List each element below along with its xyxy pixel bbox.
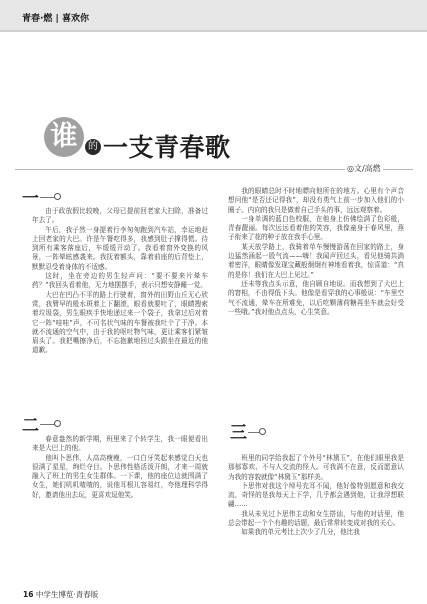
paragraph: 卜思伟对我这个绰号充耳不闻，他好像特别愿意和我交流，奇怪的是我每天上下学，几乎都会遇到他，让我浮想联翩…… xyxy=(228,481,404,509)
paragraph: 午后，我子然一身提着行李匆匆跑到汽车站，幸运地赶上回老家的大巴。许是午餐吃得多，我感到肚子撑得慌。待到所有乘客落座后，车缓缓开动了。我看着窗外变换的风景，一阵晕眩感袭来。我抚着额头，靠着前座的后背垫上，默默忍受着身体的不适感。 xyxy=(32,225,208,271)
section-tag: 青春·燃 | 喜欢你 xyxy=(22,14,89,24)
publication-name: 中学生博览·青春版 xyxy=(35,590,99,599)
paragraph: 大巴在凹凸不平的路上行驶着，窗外的田野山丘无心欣赏，我臂早的般水斑着上下翻滚，眼看就要吐了，眼睛搜索着垃圾袋，男生眼疾手快地递过来一个袋子，我拿过后对着它一阵“哇哇”声，不可名状气味的车餐被我吐个了干净。本就不流通的空气中，由于我的呕吐物气味，更让乘客们紧皱眉头了。我把嘴擦净后，不忘抱歉地回过头跟坐在最近的他道歉。 xyxy=(32,290,208,355)
section-rule-two xyxy=(40,424,55,425)
left-column-part-1 xyxy=(32,207,208,356)
section-number-two: 二 xyxy=(22,416,39,436)
author-byline: ◎文/高燃 xyxy=(347,164,381,173)
pin-icon xyxy=(54,193,61,200)
paragraph: 这时，坐在旁边的男生轻声问：“要不要来片晕车药？”我回头看着他，无力地摆摆手，表示只想安静睡一觉。 xyxy=(32,272,208,290)
left-column-part-2 xyxy=(32,435,208,500)
right-column-part-1 xyxy=(228,187,404,317)
section-number-one: 一 xyxy=(22,189,39,209)
paragraph: 一身单调的蓝白色校服，在他身上仿佛绘满了色彩般，青春靓丽。每次远远看着他的笑容，我像童身于春风里，燕子衔来了花的种子放在我手心里。 xyxy=(228,214,404,242)
paragraph: 我的眼睛总时不时地瞟向他所在的地方。心里有个声音想问他“是否还记得我”，却没有勇气上前一步加入他们的小圈子。内向的我只是做着自己手头的事，远远观察着。 xyxy=(228,187,404,214)
right-column-part-2 xyxy=(228,454,404,538)
page-footer xyxy=(23,589,98,600)
header-divider xyxy=(0,30,427,32)
paragraph: 还未等我点头示意，他自顾自地说。而我想到了大巴上的窘相，不由得低下头。他像是看穿我的心事般说：“车里空气不流通，晕车在所难免，以后吃颗薄荷糖再坐车就会好受一些哦。”我对他点点头，心生笑意。 xyxy=(228,279,404,316)
paragraph: 他叫卜思伟，人高高瘦瘦，一口白牙笑起来感觉白天也很满了星星，绚烂夺目。卜思伟性格活泼开朗，才来一周就融入了班上的男生女生群体。一下课，他的座位边就围满了女生，她们叽叽喳喳的，说他耳根儿容易红，夸他理科学得好，邀请他出去玩，更喜欢逗他笑。 xyxy=(32,453,208,499)
paragraph: 由于政放假比较晚，父母已提前回老家大扫除，准备过年去了。 xyxy=(32,207,208,225)
title-badge-char: 谁 xyxy=(50,121,78,152)
title-small-char: 的 xyxy=(85,139,101,155)
paragraph: 我从未见过卜思伟主动和女生搭讪，与他的对话里，他总会带起一个个有趣的话题，最后常常转变成对我的关心。 xyxy=(228,509,404,528)
paragraph: 如果我的单元考比上次少了几分，他比我 xyxy=(241,528,360,537)
article-title: 一支青春歌 xyxy=(103,133,231,162)
section-rule-one xyxy=(40,197,55,198)
paragraph: 某天放学路上，我骑着单车慢慢游荡在回家的路上，身边猛然涌起一股气流——嗨！我闻声回过头，看见他骑共淌着密洋，眼睛像发现宝藏般炯炯有神地看着我，惊喜道：“真的是你！我们在大巴上见过。” xyxy=(228,242,404,279)
paragraph: 班里的同学给我起了个外号“林黛玉”，在他们眼里我是那郁寡欢、不与人交流的怪人。可我满不在意，反而愿意认为我的容貌就像“林黛玉”那样美。 xyxy=(228,454,404,481)
pin-icon xyxy=(54,420,61,427)
paragraph: 春意盎然的新学期，班里来了个转学生，我一眼便看出来是大巴上的他。 xyxy=(32,435,208,453)
pin-icon xyxy=(259,428,266,435)
section-number-three: 三 xyxy=(230,423,247,443)
page-number: 16 xyxy=(23,590,34,599)
